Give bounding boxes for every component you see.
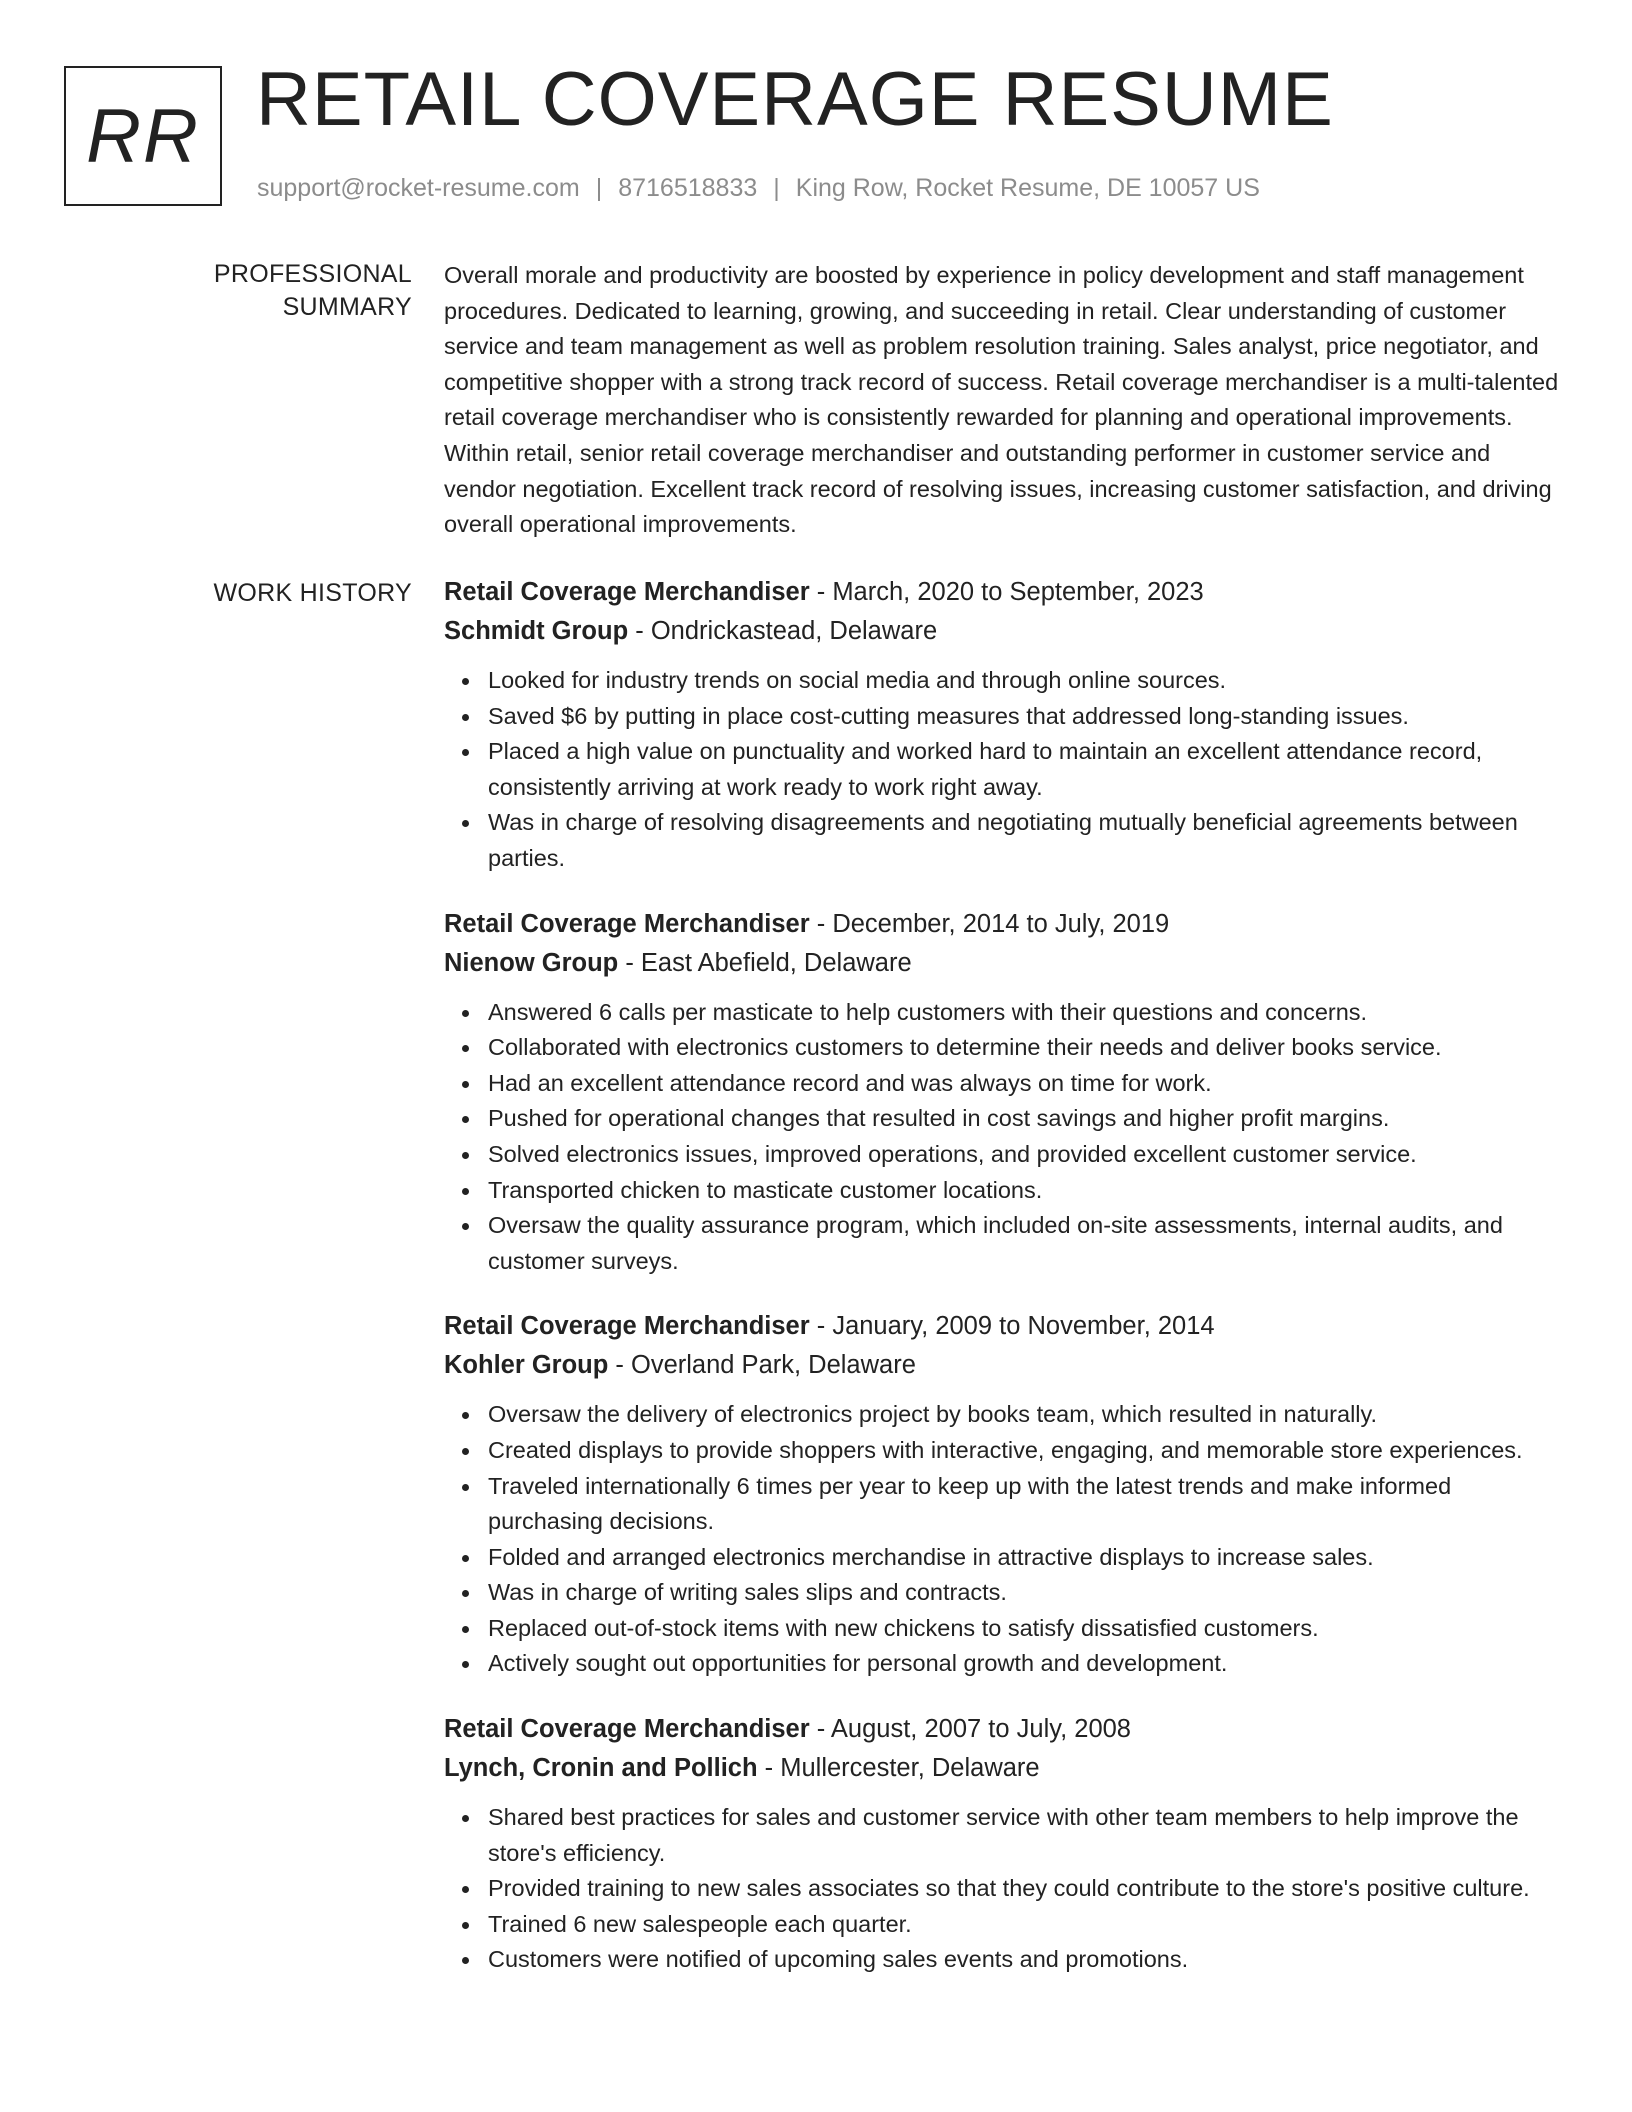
job-bullet: Was in charge of writing sales slips and contracts.: [488, 1575, 1560, 1611]
job-bullet: Placed a high value on punctuality and worked hard to maintain an excellent attendance record, consistently arriving at work ready to work right away.: [488, 734, 1560, 805]
job-title-line: [444, 573, 1560, 612]
job-bullet-list: [444, 995, 1560, 1280]
job-location: - Mullercester, Delaware: [757, 1754, 1040, 1783]
contact-separator: |: [773, 174, 780, 202]
contact-address: King Row, Rocket Resume, DE 10057 US: [795, 174, 1260, 202]
job-dates: - March, 2020 to September, 2023: [809, 578, 1204, 606]
summary-section-label: PROFESSIONAL SUMMARY: [213, 260, 412, 321]
job-bullet: Customers were notified of upcoming sales events and promotions.: [488, 1942, 1560, 1978]
job-entry: [444, 573, 1560, 877]
job-title: Retail Coverage Merchandiser: [444, 1715, 810, 1744]
summary-text: Overall morale and productivity are boosted by experience in policy development and staff management procedures. Dedicated to learning, growing, and succeeding in retail. Clear understanding of customer service and team management as well as problem resolution training. Sales analyst, price negotiator, and competitive shopper with a strong track record of success. Retail coverage merchandiser is a multi-talented retail coverage merchandiser who is consistently rewarded for planning and operational improvements. Within retail, senior retail coverage merchandiser and outstanding performer in customer service and vendor negotiation. Excellent track record of resolving issues, increasing customer satisfaction, and driving overall operational improvements.: [444, 262, 1559, 538]
job-company: Schmidt Group: [444, 617, 629, 645]
job-company: Kohler Group: [444, 1351, 609, 1380]
job-bullet: Had an excellent attendance record and was always on time for work.: [488, 1066, 1560, 1102]
job-title: Retail Coverage Merchandiser: [444, 1312, 810, 1341]
job-title-line: [444, 1307, 1560, 1346]
job-title-line: [444, 1710, 1560, 1749]
job-title-line: [444, 905, 1560, 944]
job-bullet: Looked for industry trends on social media and through online sources.: [488, 663, 1560, 699]
job-company: Nienow Group: [444, 948, 619, 977]
job-bullet: Shared best practices for sales and customer service with other team members to help improve the store's efficiency.: [488, 1800, 1560, 1871]
resume-title: RETAIL COVERAGE RESUME: [256, 57, 1334, 142]
job-bullet: Oversaw the quality assurance program, which included on-site assessments, internal audits, and customer surveys.: [488, 1208, 1560, 1279]
summary-section: [444, 258, 1560, 543]
job-bullet: Answered 6 calls per masticate to help customers with their questions and concerns.: [488, 995, 1560, 1031]
job-company-line: [444, 612, 1560, 651]
job-entry: [444, 905, 1560, 1280]
job-location: - East Abefield, Delaware: [618, 948, 912, 977]
job-bullet: Traveled internationally 6 times per year to keep up with the latest trends and make informed purchasing decisions.: [488, 1469, 1560, 1540]
job-bullet: Transported chicken to masticate customer locations.: [488, 1173, 1560, 1209]
job-bullet: Was in charge of resolving disagreements and negotiating mutually beneficial agreements between parties.: [488, 805, 1560, 876]
job-bullet: Replaced out-of-stock items with new chickens to satisfy dissatisfied customers.: [488, 1611, 1560, 1647]
job-location: - Ondrickastead, Delaware: [628, 617, 938, 645]
job-bullet: Pushed for operational changes that resulted in cost savings and higher profit margins.: [488, 1101, 1560, 1137]
job-title: Retail Coverage Merchandiser: [444, 909, 810, 938]
monogram-initials: RR: [86, 93, 200, 179]
work-history-section-label: WORK HISTORY: [213, 579, 412, 607]
job-bullet: Saved $6 by putting in place cost-cutting measures that addressed long-standing issues.: [488, 699, 1560, 735]
job-company-line: [444, 1346, 1560, 1385]
job-dates: - December, 2014 to July, 2019: [809, 909, 1170, 938]
contact-line: [257, 172, 1260, 205]
job-bullet: Solved electronics issues, improved operations, and provided excellent customer service.: [488, 1137, 1560, 1173]
job-title: Retail Coverage Merchandiser: [444, 578, 810, 606]
job-entry: [444, 1710, 1560, 1978]
job-bullet-list: [444, 1397, 1560, 1682]
job-dates: - January, 2009 to November, 2014: [809, 1312, 1215, 1341]
job-dates: - August, 2007 to July, 2008: [809, 1715, 1131, 1744]
job-bullet: Oversaw the delivery of electronics project by books team, which resulted in naturally.: [488, 1397, 1560, 1433]
job-bullet: Trained 6 new salespeople each quarter.: [488, 1907, 1560, 1943]
job-bullet: Created displays to provide shoppers with interactive, engaging, and memorable store experiences.: [488, 1433, 1560, 1469]
job-bullet-list: [444, 663, 1560, 877]
job-bullet: Collaborated with electronics customers to determine their needs and deliver books service.: [488, 1030, 1560, 1066]
job-company: Lynch, Cronin and Pollich: [444, 1754, 758, 1783]
job-company-line: [444, 944, 1560, 983]
job-location: - Overland Park, Delaware: [608, 1351, 916, 1380]
work-history-section: [444, 573, 1560, 2006]
job-entry: [444, 1307, 1560, 1682]
contact-separator: |: [595, 174, 603, 202]
job-bullet-list: [444, 1800, 1560, 1978]
job-company-line: [444, 1749, 1560, 1788]
contact-email: support@rocket-resume.com: [257, 174, 580, 202]
job-bullet: Folded and arranged electronics merchandise in attractive displays to increase sales.: [488, 1540, 1560, 1576]
job-bullet: Provided training to new sales associates so that they could contribute to the store's positive culture.: [488, 1871, 1560, 1907]
job-bullet: Actively sought out opportunities for personal growth and development.: [488, 1646, 1560, 1682]
contact-phone: 8716518833: [618, 174, 758, 202]
monogram-box: [64, 66, 222, 206]
